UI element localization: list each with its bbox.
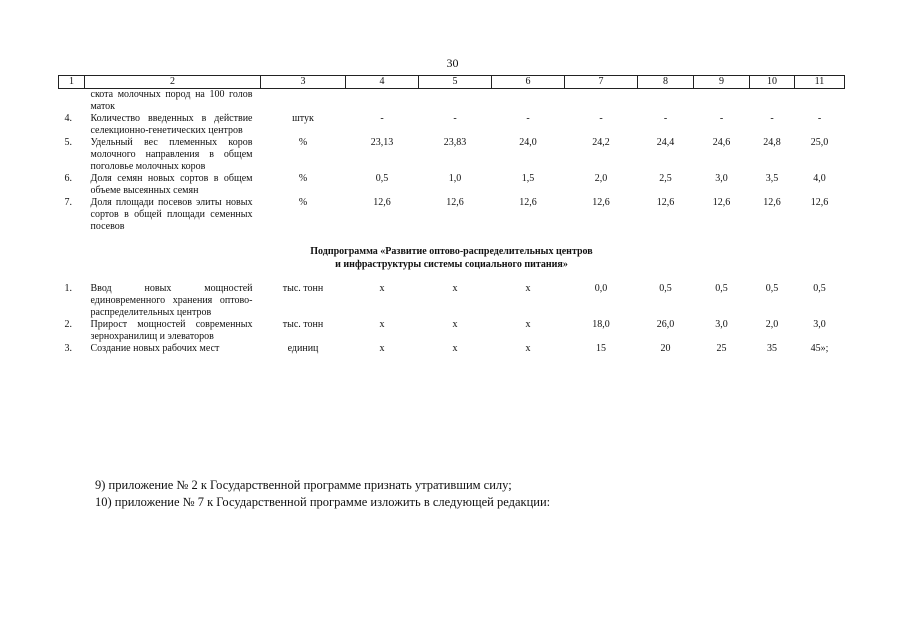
table-row: [59, 343, 845, 355]
value-cell: 12,6: [763, 197, 781, 208]
value-cell: 0,5: [765, 283, 779, 294]
row-number: 4.: [64, 113, 72, 124]
value-cell: [492, 89, 565, 114]
row-number: 3.: [64, 343, 72, 354]
value-cell: 23,83: [443, 137, 467, 148]
value-cell: 1,5: [521, 173, 535, 184]
table-row: [59, 283, 845, 319]
value-cell: 0,5: [375, 173, 389, 184]
value-cell: 24,6: [712, 137, 731, 148]
row-number: [59, 89, 85, 114]
value-cell: 45»;: [810, 343, 829, 354]
row-number: 7.: [64, 197, 72, 208]
closing-paragraph-2: 10) приложение № 7 к Государственной программе изложить в следующей редакции:: [95, 495, 551, 509]
column-header: 3: [261, 76, 346, 89]
value-cell: -: [526, 113, 530, 124]
value-cell: [638, 89, 694, 114]
column-number-header-row: [59, 76, 845, 89]
closing-paragraph-1: 9) приложение № 2 к Государственной программе признать утратившим силу;: [95, 478, 512, 492]
column-header: 7: [565, 76, 638, 89]
value-cell: 26,0: [656, 319, 675, 330]
subprogram-heading-row: [59, 233, 845, 283]
value-cell: 12,6: [712, 197, 731, 208]
table-row: [59, 319, 845, 343]
column-header: 6: [492, 76, 565, 89]
value-cell: -: [453, 113, 457, 124]
indicator-name: Создание новых рабочих мест: [90, 343, 220, 354]
value-cell: -: [770, 113, 774, 124]
value-cell: х: [379, 319, 385, 330]
value-cell: 3,0: [813, 319, 826, 330]
value-cell: 12,6: [592, 197, 610, 208]
value-cell: х: [452, 283, 458, 294]
value-cell: -: [599, 113, 603, 124]
value-cell: [694, 89, 750, 114]
value-cell: 1,0: [448, 173, 462, 184]
value-cell: 2,0: [765, 319, 779, 330]
value-cell: 0,5: [813, 283, 826, 294]
page-number: 30: [446, 56, 459, 70]
value-cell: х: [379, 343, 385, 354]
value-cell: 24,0: [519, 137, 537, 148]
value-cell: 12,6: [446, 197, 464, 208]
value-cell: -: [719, 113, 724, 124]
value-cell: х: [452, 343, 458, 354]
value-cell: 15: [596, 343, 606, 354]
table-row: [59, 137, 845, 173]
value-cell: 0,5: [659, 283, 672, 294]
value-cell: 3,5: [765, 173, 779, 184]
value-cell: 35: [767, 343, 777, 354]
indicator-name: Доля площади посевов элиты новых сортов в общей площади семенных посевов: [90, 197, 253, 232]
column-header: 5: [419, 76, 492, 89]
value-cell: [795, 89, 845, 114]
unit: %: [298, 197, 308, 208]
table-row: [59, 173, 845, 197]
unit: штук: [292, 113, 314, 124]
row-number: 6.: [64, 173, 72, 184]
column-header: 10: [750, 76, 795, 89]
unit: %: [298, 137, 308, 148]
value-cell: 12,6: [373, 197, 391, 208]
column-header: 1: [59, 76, 85, 89]
value-cell: 24,2: [592, 137, 610, 148]
column-header: 9: [694, 76, 750, 89]
unit: тыс. тонн: [282, 319, 324, 330]
value-cell: -: [817, 113, 822, 124]
value-cell: 20: [660, 343, 671, 354]
value-cell: 0,0: [594, 283, 608, 294]
value-cell: 12,6: [810, 197, 829, 208]
column-header: 11: [795, 76, 845, 89]
indicator-name: Доля семян новых сортов в общем объеме высеянных семян: [90, 173, 253, 196]
value-cell: х: [452, 319, 458, 330]
row-number: 1.: [64, 283, 72, 294]
value-cell: 2,0: [594, 173, 608, 184]
indicators-table: [58, 75, 845, 355]
value-cell: 25: [716, 343, 727, 354]
value-cell: х: [379, 283, 385, 294]
value-cell: х: [525, 343, 531, 354]
value-cell: 25,0: [810, 137, 829, 148]
value-cell: [565, 89, 638, 114]
value-cell: [419, 89, 492, 114]
value-cell: 23,13: [370, 137, 394, 148]
value-cell: 24,4: [656, 137, 675, 148]
subprogram-title: [59, 233, 845, 283]
indicator-name: скота молочных пород на 100 голов маток: [90, 89, 253, 112]
value-cell: 24,8: [763, 137, 781, 148]
subprogram-title-line-2: и инфраструктуры системы социального питания»: [335, 259, 568, 270]
column-header: 8: [638, 76, 694, 89]
unit: %: [298, 173, 308, 184]
value-cell: 2,5: [659, 173, 672, 184]
value-cell: 12,6: [656, 197, 675, 208]
value-cell: [750, 89, 795, 114]
value-cell: х: [525, 283, 531, 294]
unit: единиц: [287, 343, 319, 354]
row-number: 5.: [64, 137, 72, 148]
unit: тыс. тонн: [282, 283, 324, 294]
value-cell: [346, 89, 419, 114]
table-row: [59, 197, 845, 233]
value-cell: х: [525, 319, 531, 330]
indicators-table-container: [58, 75, 844, 355]
value-cell: 0,5: [715, 283, 728, 294]
column-header: 2: [85, 76, 261, 89]
unit: [261, 89, 346, 114]
indicator-name: Ввод новых мощностей единовременного хранения оптово-распределительных центров: [90, 283, 253, 318]
subprogram-title-line-1: Подпрограмма «Развитие оптово-распределительных центров: [310, 246, 593, 257]
column-header: 4: [346, 76, 419, 89]
table-row: [59, 89, 845, 114]
row-number: 2.: [64, 319, 72, 330]
indicator-name: Прирост мощностей современных зернохранилищ и элеваторов: [90, 319, 253, 342]
indicator-name: Количество введенных в действие селекционно-генетических центров: [90, 113, 253, 136]
value-cell: 3,0: [715, 319, 728, 330]
value-cell: 18,0: [592, 319, 610, 330]
value-cell: 3,0: [715, 173, 728, 184]
value-cell: -: [663, 113, 668, 124]
value-cell: 12,6: [519, 197, 537, 208]
value-cell: -: [380, 113, 384, 124]
indicator-name: Удельный вес племенных коров молочного направления в общем поголовье молочных коров: [90, 137, 253, 172]
value-cell: 4,0: [813, 173, 826, 184]
table-row: [59, 113, 845, 137]
